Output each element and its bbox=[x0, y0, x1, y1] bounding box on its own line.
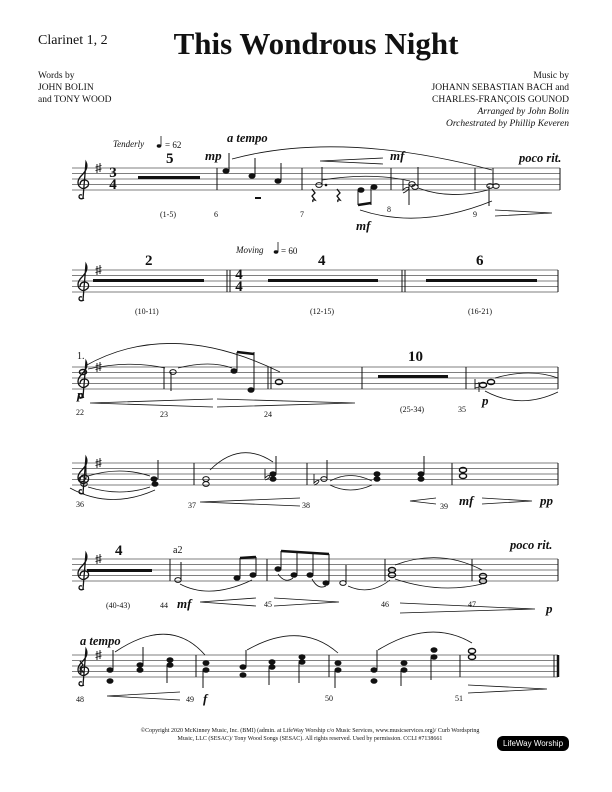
poco-rit-mark: poco rit. bbox=[510, 538, 553, 552]
tempo-text: Moving bbox=[236, 245, 264, 255]
measure-number: 23 bbox=[160, 410, 168, 419]
words-label: Words by bbox=[38, 71, 75, 81]
measure-number: 37 bbox=[188, 501, 196, 510]
time-sig-bottom: 4 bbox=[235, 279, 243, 295]
song-title: This Wondrous Night bbox=[173, 26, 459, 61]
a-tempo-mark: a tempo bbox=[227, 131, 268, 145]
notes bbox=[79, 456, 467, 486]
measure-number: 44 bbox=[160, 601, 168, 610]
measure-number: 36 bbox=[76, 500, 84, 509]
natural-icon bbox=[475, 379, 479, 392]
dynamic-mf: mf bbox=[356, 218, 371, 233]
measure-number: 9 bbox=[473, 210, 477, 219]
ending-bracket-label: 1. bbox=[77, 351, 85, 362]
measure-number: 46 bbox=[381, 600, 389, 609]
tempo-value: = 60 bbox=[281, 246, 298, 256]
words-author: JOHN BOLIN bbox=[38, 83, 94, 93]
multirest-count: 2 bbox=[145, 253, 153, 269]
measure-number: 50 bbox=[325, 694, 333, 703]
dynamic-p: p bbox=[546, 601, 553, 616]
measure-number: 35 bbox=[458, 405, 466, 414]
tempo-text: Tenderly bbox=[113, 139, 145, 149]
a2-marking: a2 bbox=[173, 545, 183, 556]
notes bbox=[223, 153, 499, 206]
system-1 bbox=[113, 131, 561, 233]
notes bbox=[175, 551, 487, 585]
dynamic-mf: mf bbox=[459, 493, 474, 508]
dynamic-p: p bbox=[482, 393, 489, 408]
quarter-rest-icon bbox=[312, 189, 315, 202]
rest-range: (25-34) bbox=[400, 405, 424, 414]
composer: JOHANN SEBASTIAN BACH and bbox=[431, 83, 569, 93]
dynamic-mp: mp bbox=[205, 148, 222, 163]
quarter-rest-icon bbox=[337, 189, 340, 202]
measure-number: 8 bbox=[387, 205, 391, 214]
dynamic-p: p bbox=[77, 387, 84, 402]
system-5 bbox=[87, 538, 553, 616]
orchestrator: Orchestrated by Phillip Keveren bbox=[445, 119, 569, 129]
multirest-count: 6 bbox=[476, 253, 484, 269]
notes bbox=[80, 647, 476, 688]
rest-range: (16-21) bbox=[468, 307, 492, 316]
treble-clef-icon bbox=[78, 162, 89, 199]
measure-number: 47 bbox=[468, 600, 476, 609]
dynamic-mf: mf bbox=[390, 148, 405, 163]
copyright-notice: ©Copyright 2020 McKinney Music, Inc. (BMI) (admin. at LifeWay Worship c/o Music Services, www.musicservices.org)/ Curb Wordspring Music, LLC (SESAC)/ Tony Wood Songs (SESAC). All rights reserved. Used by permission. CCLI #7138661 bbox=[140, 728, 480, 742]
measure-number: 39 bbox=[440, 502, 448, 511]
rest-range: (1-5) bbox=[160, 210, 176, 219]
rest-range: (12-15) bbox=[310, 307, 334, 316]
multirest-count: 4 bbox=[115, 543, 123, 559]
music-label: Music by bbox=[533, 71, 569, 81]
measure-number: 22 bbox=[76, 408, 84, 417]
poco-rit-mark: poco rit. bbox=[519, 151, 562, 165]
time-sig-bottom: 4 bbox=[109, 177, 117, 193]
part-name: Clarinet 1, 2 bbox=[38, 33, 108, 48]
rest-range: (40-43) bbox=[106, 601, 130, 610]
time-sig-top: 4 bbox=[235, 267, 243, 283]
treble-clef-icon bbox=[78, 264, 89, 301]
multirest-count: 4 bbox=[318, 253, 326, 269]
measure-number: 51 bbox=[455, 694, 463, 703]
measure-number: 6 bbox=[214, 210, 218, 219]
system-4 bbox=[70, 453, 554, 511]
a-tempo-mark: a tempo bbox=[80, 634, 121, 648]
tempo-value: = 62 bbox=[165, 140, 182, 150]
time-sig-top: 3 bbox=[109, 165, 117, 181]
multirest-count: 5 bbox=[166, 151, 174, 167]
dynamic-f: f bbox=[203, 691, 208, 706]
system-3 bbox=[76, 343, 558, 419]
slurs-hairpins bbox=[180, 558, 535, 613]
dynamic-mf: mf bbox=[177, 596, 192, 611]
measure-number: 38 bbox=[302, 501, 310, 510]
measure-number: 24 bbox=[264, 410, 272, 419]
treble-clef-icon bbox=[78, 553, 89, 590]
measure-number: 49 bbox=[186, 695, 194, 704]
treble-clef-icon bbox=[78, 457, 89, 494]
lifeway-worship-logo: LifeWay Worship bbox=[497, 736, 569, 751]
rest-range: (10-11) bbox=[135, 307, 159, 316]
treble-clef-icon bbox=[78, 649, 89, 686]
flat-icon bbox=[265, 469, 270, 480]
multirest-count: 10 bbox=[408, 349, 423, 365]
dynamic-pp: pp bbox=[540, 493, 553, 508]
words-author: and TONY WOOD bbox=[38, 95, 112, 105]
flat-icon bbox=[403, 180, 409, 193]
measure-number: 48 bbox=[76, 695, 84, 704]
system-2 bbox=[93, 242, 537, 316]
arranger: Arranged by John Bolin bbox=[477, 107, 569, 117]
measure-number: 45 bbox=[264, 600, 272, 609]
system-6 bbox=[76, 632, 547, 706]
multirest-bar bbox=[138, 176, 200, 179]
composer: CHARLES-FRANÇOIS GOUNOD bbox=[432, 95, 569, 105]
measure-number: 7 bbox=[300, 210, 304, 219]
